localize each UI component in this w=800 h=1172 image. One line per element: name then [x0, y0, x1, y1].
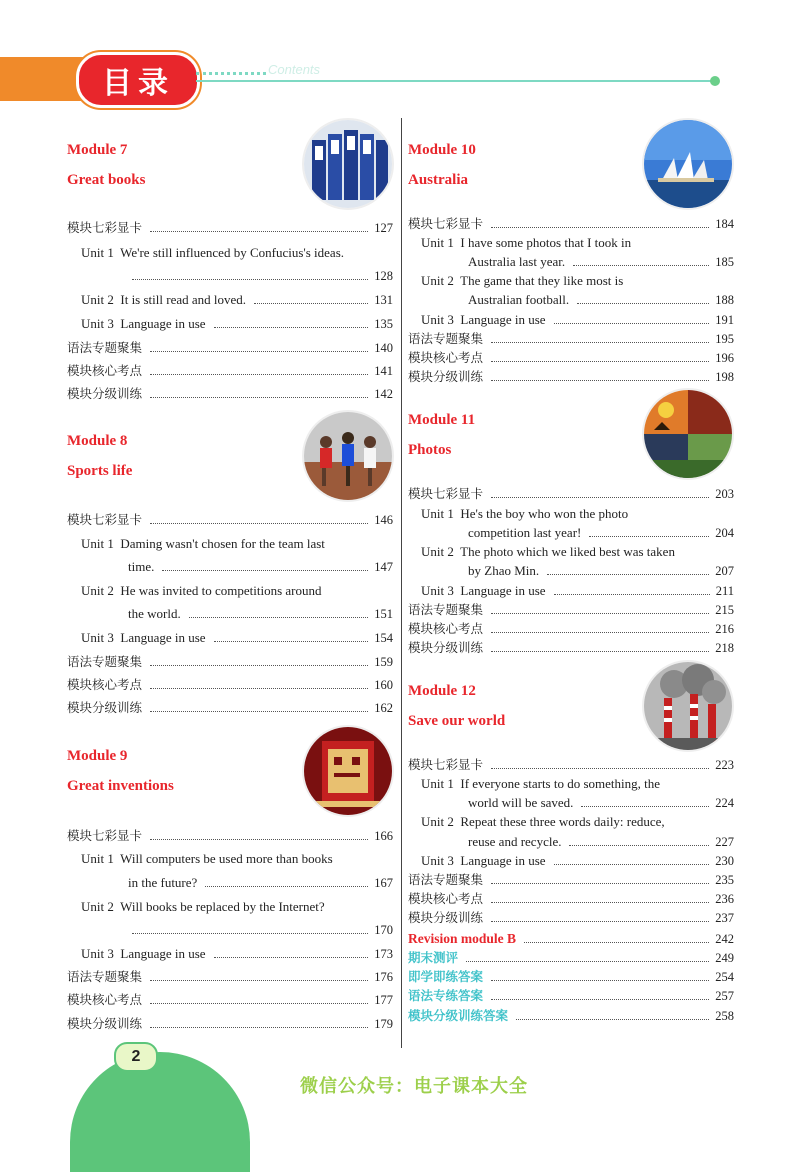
contents-badge — [76, 52, 200, 108]
module-7-books-photo — [302, 118, 394, 210]
module-11-number[interactable]: Module 11 — [408, 412, 476, 428]
module-10-name[interactable]: Australia — [408, 172, 468, 188]
m12-unit2-title[interactable]: Unit 2 Repeat these three words daily: reduce, — [421, 814, 665, 829]
module-10-number[interactable]: Module 10 — [408, 142, 476, 158]
footer-arc — [70, 1052, 250, 1172]
m12-card-entry[interactable]: 模块七彩显卡 223 — [408, 757, 734, 772]
m7-unit2-entry[interactable]: Unit 2 It is still read and loved. 131 — [81, 292, 393, 307]
m12-grammar-entry[interactable]: 语法专题聚集 235 — [408, 872, 734, 887]
header-dotted-line — [196, 72, 266, 75]
m7-unit1-entry[interactable]: 128 — [132, 266, 393, 286]
page-number: 2 — [114, 1042, 158, 1072]
module-9-number[interactable]: Module 9 — [67, 748, 128, 764]
m12-graded-entry[interactable]: 模块分级训练 237 — [408, 910, 734, 925]
m10-grammar-entry[interactable]: 语法专题聚集 195 — [408, 331, 734, 346]
watermark-text: 微信公众号：电子课本大全 — [300, 1076, 528, 1097]
module-9-inventions-photo — [302, 725, 394, 817]
m10-card-entry[interactable]: 模块七彩显卡 184 — [408, 216, 734, 231]
graded-answers-entry[interactable]: 模块分级训练答案 258 — [408, 1008, 734, 1023]
m10-unit3-entry[interactable]: Unit 3 Language in use 191 — [421, 312, 734, 327]
module-10-opera-house-photo — [642, 118, 734, 210]
module-8-runners-photo — [302, 410, 394, 502]
m8-unit2-entry[interactable]: the world. 151 — [128, 606, 393, 621]
m12-unit1-title[interactable]: Unit 1 If everyone starts to do something, the — [421, 776, 661, 791]
m10-core-entry[interactable]: 模块核心考点 196 — [408, 350, 734, 365]
m11-unit1-title[interactable]: Unit 1 He's the boy who won the photo — [421, 506, 629, 521]
m7-graded-entry[interactable]: 模块分级训练 142 — [67, 386, 393, 401]
column-divider — [401, 118, 402, 1048]
m9-card-entry[interactable]: 模块七彩显卡 166 — [67, 828, 393, 843]
m12-unit2-entry[interactable]: reuse and recycle. 227 — [468, 834, 734, 849]
m12-unit1-entry[interactable]: world will be saved. 224 — [468, 795, 734, 810]
m7-card-entry[interactable]: 模块七彩显卡 127 — [67, 220, 393, 235]
m11-graded-entry[interactable]: 模块分级训练 218 — [408, 640, 734, 655]
final-test-entry[interactable]: 期末测评 249 — [408, 950, 734, 965]
m10-unit1-title[interactable]: Unit 1 I have some photos that I took in — [421, 235, 632, 250]
m10-graded-entry[interactable]: 模块分级训练 198 — [408, 369, 734, 384]
m11-unit2-title[interactable]: Unit 2 The photo which we liked best was taken — [421, 544, 675, 559]
m11-grammar-entry[interactable]: 语法专题聚集 215 — [408, 602, 734, 617]
module-11-name[interactable]: Photos — [408, 442, 452, 458]
m9-unit1-entry[interactable]: in the future? 167 — [128, 875, 393, 890]
m8-graded-entry[interactable]: 模块分级训练 162 — [67, 700, 393, 715]
m8-unit1-title[interactable]: Unit 1 Daming wasn't chosen for the team last — [81, 536, 325, 551]
m10-unit1-entry[interactable]: Australia last year. 185 — [468, 254, 734, 269]
m11-unit3-entry[interactable]: Unit 3 Language in use 211 — [421, 583, 734, 598]
m11-card-entry[interactable]: 模块七彩显卡 203 — [408, 486, 734, 501]
module-11-photos-collage — [642, 388, 734, 480]
revision-module-b-entry[interactable]: Revision module B 242 — [408, 931, 734, 946]
m9-grammar-entry[interactable]: 语法专题聚集 176 — [67, 969, 393, 984]
m9-unit3-entry[interactable]: Unit 3 Language in use 173 — [81, 946, 393, 961]
module-8-number[interactable]: Module 8 — [67, 433, 128, 449]
m11-unit1-entry[interactable]: competition last year! 204 — [468, 525, 734, 540]
module-7-name[interactable]: Great books — [67, 172, 146, 188]
module-12-pollution-photo — [642, 660, 734, 752]
m9-unit2-entry[interactable]: 170 — [132, 920, 393, 940]
module-12-name[interactable]: Save our world — [408, 713, 506, 729]
module-12-number[interactable]: Module 12 — [408, 683, 476, 699]
header-rule-end-dot — [710, 76, 720, 86]
m12-unit3-entry[interactable]: Unit 3 Language in use 230 — [421, 853, 734, 868]
contents-subtitle: Contents — [268, 62, 321, 77]
header-rule — [196, 80, 716, 82]
m7-unit3-entry[interactable]: Unit 3 Language in use 135 — [81, 316, 393, 331]
grammar-answers-entry[interactable]: 语法专练答案 257 — [408, 988, 734, 1003]
m9-graded-entry[interactable]: 模块分级训练 179 — [67, 1016, 393, 1031]
m12-core-entry[interactable]: 模块核心考点 236 — [408, 891, 734, 906]
m7-grammar-entry[interactable]: 语法专题聚集 140 — [67, 340, 393, 355]
m9-unit2-title[interactable]: Unit 2 Will books be replaced by the Internet? — [81, 899, 325, 914]
m8-unit2-title[interactable]: Unit 2 He was invited to competitions around — [81, 583, 322, 598]
m8-unit3-entry[interactable]: Unit 3 Language in use 154 — [81, 630, 393, 645]
practice-answers-entry[interactable]: 即学即练答案 254 — [408, 969, 734, 984]
m11-unit2-entry[interactable]: by Zhao Min. 207 — [468, 563, 734, 578]
module-9-name[interactable]: Great inventions — [67, 778, 174, 794]
m7-core-entry[interactable]: 模块核心考点 141 — [67, 363, 393, 378]
contents-title: 目录 — [102, 66, 174, 101]
module-7-number[interactable]: Module 7 — [67, 142, 128, 158]
m9-core-entry[interactable]: 模块核心考点 177 — [67, 992, 393, 1007]
m10-unit2-entry[interactable]: Australian football. 188 — [468, 292, 734, 307]
m8-grammar-entry[interactable]: 语法专题聚集 159 — [67, 654, 393, 669]
m8-unit1-entry[interactable]: time. 147 — [128, 559, 393, 574]
m8-core-entry[interactable]: 模块核心考点 160 — [67, 677, 393, 692]
m9-unit1-title[interactable]: Unit 1 Will computers be used more than books — [81, 851, 333, 866]
m8-card-entry[interactable]: 模块七彩显卡 146 — [67, 512, 393, 527]
module-8-name[interactable]: Sports life — [67, 463, 133, 479]
m10-unit2-title[interactable]: Unit 2 The game that they like most is — [421, 273, 624, 288]
m7-unit1-title[interactable]: Unit 1 We're still influenced by Confucius's ideas. — [81, 245, 345, 260]
m11-core-entry[interactable]: 模块核心考点 216 — [408, 621, 734, 636]
